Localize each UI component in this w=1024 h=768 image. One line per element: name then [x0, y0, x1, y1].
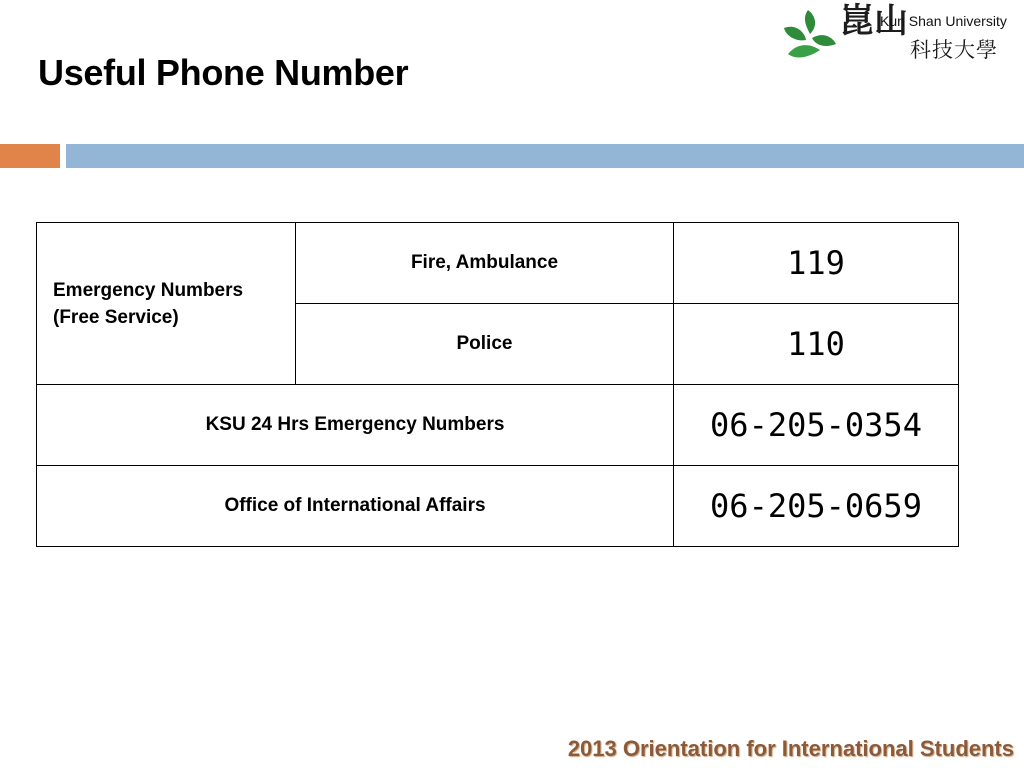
page-title: Useful Phone Number — [38, 52, 409, 93]
phone-number: 06-205-0659 — [674, 466, 959, 547]
phone-number: 119 — [674, 223, 959, 304]
logo-chinese-name-top: 崑山 — [840, 1, 908, 41]
logo-chinese-name-bottom: 科技大學 — [910, 38, 998, 62]
logo-english-name: Kun Shan University — [880, 13, 1007, 29]
emergency-label-line1: Emergency Numbers — [53, 279, 244, 301]
emergency-numbers-label — [37, 223, 296, 385]
leaf-logo-icon — [778, 6, 838, 66]
accent-bar-orange — [0, 144, 60, 168]
phone-number-table — [36, 222, 959, 547]
emergency-label-line2: (Free Service) — [53, 306, 179, 328]
service-name: Police — [296, 304, 674, 385]
phone-number: 06-205-0354 — [674, 385, 959, 466]
service-name: KSU 24 Hrs Emergency Numbers — [37, 385, 674, 466]
table-row — [37, 223, 959, 304]
accent-bar-blue — [66, 144, 1024, 168]
table-row — [37, 385, 959, 466]
university-logo — [778, 1, 1020, 70]
service-name: Office of International Affairs — [37, 466, 674, 547]
footer-banner: 2013 Orientation for International Students — [567, 736, 1014, 761]
table-row — [37, 466, 959, 547]
phone-number: 110 — [674, 304, 959, 385]
service-name: Fire, Ambulance — [296, 223, 674, 304]
